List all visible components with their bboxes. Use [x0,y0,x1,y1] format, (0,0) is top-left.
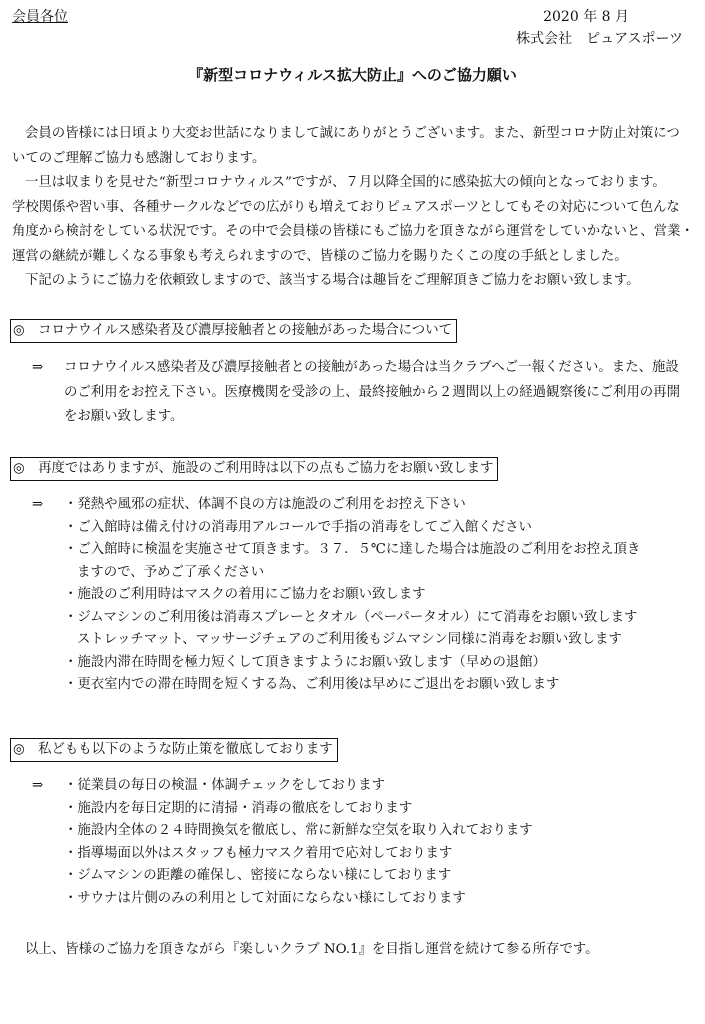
intro-line: 会員の皆様には日頃より大変お世話になりまして誠にありがとうございます。また、新型コロナ防止対策につ [25,126,680,141]
section1-line: をお願い致します。 [64,409,184,424]
section2-item: ・発熱や風邪の症状、体調不良の方は施設のご利用をお控え下さい [64,497,466,512]
intro-line: いてのご理解ご協力も感謝しております。 [12,150,266,166]
closing-statement: 以上、皆様のご協力を頂きながら『楽しいクラブ NO.1』を目指し運営を続けて参る所存です。 [25,942,599,957]
intro-line: 角度から検討をしている状況です。その中で会員様の皆様にもご協力を頂きながら運営をしていかないと、営業・ [12,224,694,239]
addressee: 会員各位 [12,9,68,25]
section3-item: ・施設内全体の２４時間換気を徹底し、常に新鮮な空気を取り入れております [64,823,533,838]
section2-item-continued: ストレッチマット、マッサージチェアのご利用後もジムマシン同様に消毒をお願い致します [77,632,622,647]
section1-line: コロナウイルス感染者及び濃厚接触者との接触があった場合は当クラブへご一報ください。また、施設 [64,360,679,375]
section2-item: ・更衣室内での滞在時間を短くする為、ご利用後は早めにご退出をお願い致します [64,677,560,692]
section3-body [32,775,533,910]
section3-item: ・従業員の毎日の検温・体調チェックをしております [64,778,385,793]
section1-body [32,356,680,430]
section2-item: ・ジムマシンのご利用後は消毒スプレーとタオル（ペーパータオル）にて消毒をお願い致します [64,609,638,625]
intro-line: 下記のようにご協力を依頼致しますので、該当する場合は趣旨をご理解頂きご協力をお願い致します。 [25,273,640,288]
section2-item: ・施設のご利用時はマスクの着用にご協力をお願い致します [64,587,426,602]
arrow-icon: ⇒ [32,497,44,512]
section3-item: ・ジムマシンの距離の確保し、密接にならない様にしております [64,868,452,883]
intro-line: 一旦は収まりを見せた“新型コロナウィルス”ですが、７月以降全国的に感染拡大の傾向となっております。 [25,175,666,190]
intro-line: 運営の継続が難しくなる事象も考えられますので、皆様のご協力を賜りたくこの度の手紙としました。 [12,248,628,264]
section3-item: ・施設内を毎日定期的に清掃・消毒の徹底をしております [64,800,413,816]
company-name: 株式会社 ピュアスポーツ [516,31,683,47]
section3-item: ・指導場面以外はスタッフも極力マスク着用で応対しております [64,845,453,861]
intro-paragraph [12,122,698,294]
section3-item: ・サウナは片側のみの利用として対面にならない様にしております [64,890,466,906]
arrow-icon: ⇒ [32,360,44,375]
section3-heading: ◎ 私どもも以下のような防止策を徹底しております [10,738,338,762]
section2-item: ・ご入館時に検温を実施させて頂きます。３７．５℃に達した場合は施設のご利用をお控え頂き [64,542,641,557]
intro-line: 学校関係や習い事、各種サークルなどでの広がりも増えておりピュアスポーツとしてもその対応について色んな [12,199,680,215]
section1-line: のご利用をお控え下さい。医療機関を受診の上、最終接触から２週間以上の経過観察後にご利用の再開 [64,384,680,400]
section1-heading: ◎ コロナウイルス感染者及び濃厚接触者との接触があった場合について [10,319,457,343]
section2-item-continued: ますので、予めご了承ください [77,564,265,580]
document-title: 『新型コロナウィルス拡大防止』へのご協力願い [188,66,517,84]
section2-body [32,494,640,697]
section2-item: ・施設内滞在時間を極力短くして頂きますようにお願い致します（早めの退館） [64,654,547,670]
section2-item: ・ご入館時は備え付けの消毒用アルコールで手指の消毒をしてご入館ください [64,519,532,535]
issue-date: 2020 年 8 月 [543,9,629,25]
section2-heading: ◎ 再度ではありますが、施設のご利用時は以下の点もご協力をお願い致します [10,457,498,481]
arrow-icon: ⇒ [32,778,44,793]
